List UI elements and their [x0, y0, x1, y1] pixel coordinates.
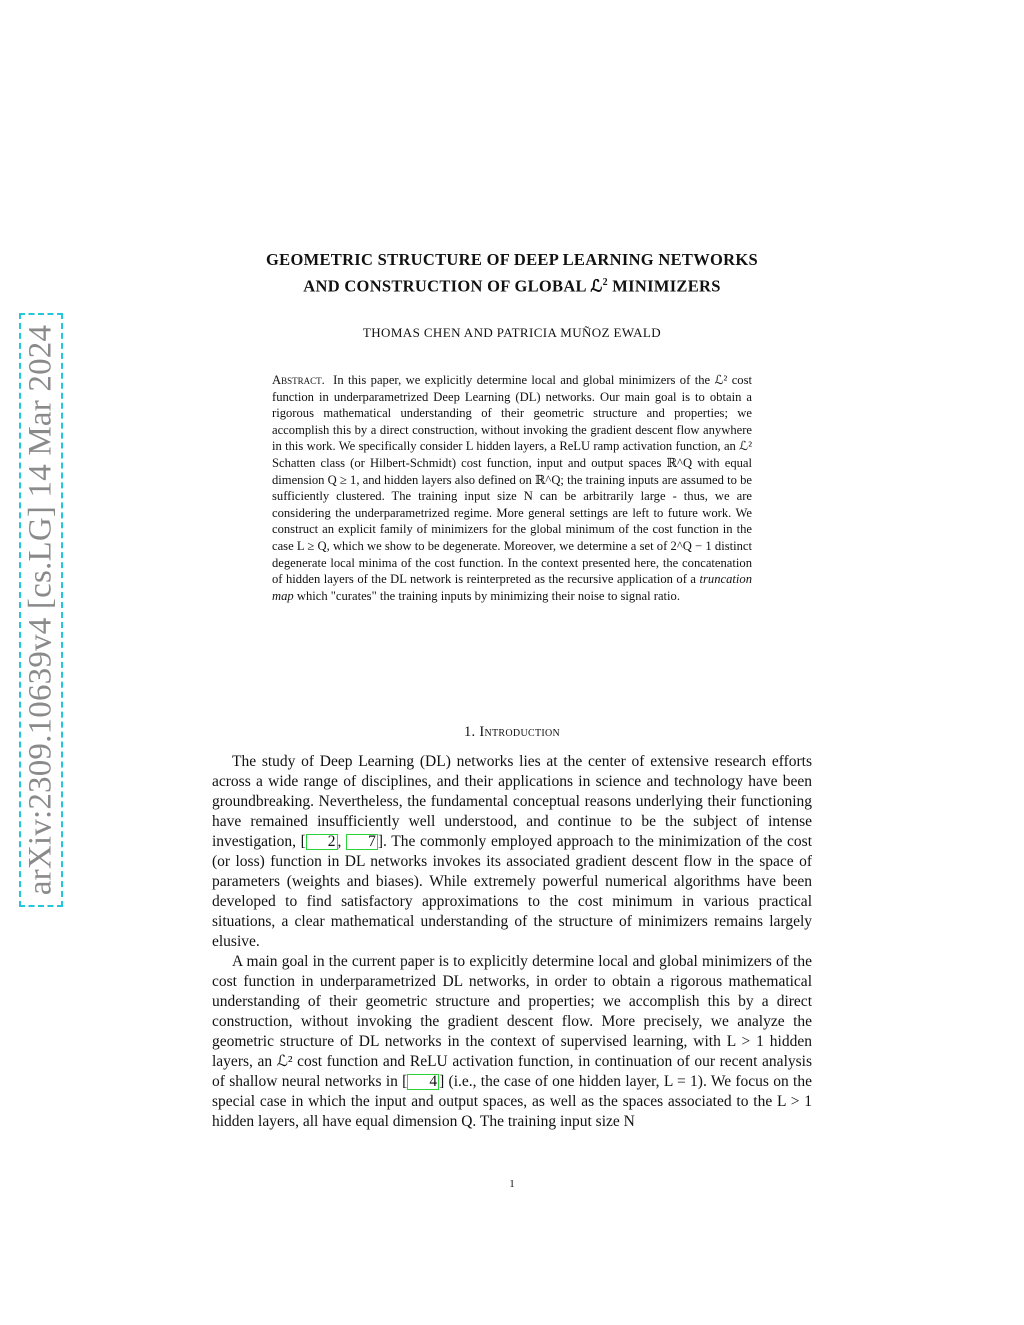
arxiv-identifier-stamp: [19, 313, 63, 907]
citation-link-7[interactable]: 7: [346, 834, 378, 850]
title-line-2-start: AND CONSTRUCTION OF GLOBAL: [303, 276, 591, 296]
paragraph-2-text-start: A main goal in the current paper is to explicitly determine local and global minimizers of the cost function in underparametrized DL networks, in order to obtain a rigorous mathematical understanding of their geometric structure and properties; we accomplish this by a direct construction, without invoking the gradient descent flow. More precisely, we analyze the geometric structure of DL networks in the context of supervised learning, with L > 1 hidden layers, an ℒ² cost function and ReLU activation function, in continuation of our recent analysis of shallow neural networks in: [212, 953, 812, 1090]
section-heading: [200, 724, 824, 741]
body-text: [212, 752, 812, 1132]
title-exponent: 2: [602, 277, 608, 288]
title-line-2-end: MINIMIZERS: [607, 276, 721, 296]
abstract-emphasis: truncation map: [272, 572, 752, 603]
paragraph-1: The study of Deep Learning (DL) networks lies at the center of extensive research efforts across a wide range of disciplines, and their applications in science and technology have been groundbreaking. Nevertheless, the fundamental conceptual reasons underlying their functioning have remained insufficiently well understood, and continue to be the subject of intense investigation, [ 2 , 7 ]. The commonly employed approach to the minimization of the cost (or loss) function in DL networks invokes its associated gradient descent flow in the space of parameters (weights and biases). While extremely powerful numerical algorithms have been developed to find satisfactory approximations to the cost minimum in various practical situations, a clear mathematical understanding of the structure of minimizers remains largely elusive.: [212, 753, 812, 950]
abstract-text-part-2: which "curates" the training inputs by minimizing their noise to signal ratio.: [296, 588, 680, 603]
section-title: Introduction: [479, 724, 561, 740]
section-number: 1.: [463, 724, 476, 740]
author-list: THOMAS CHEN AND PATRICIA MUÑOZ EWALD: [362, 325, 662, 340]
page-number: 1: [509, 1178, 515, 1190]
citation-link-2[interactable]: 2: [306, 834, 338, 850]
title-line-1: GEOMETRIC STRUCTURE OF DEEP LEARNING NETWORKS: [266, 250, 758, 269]
paper-title: [200, 248, 824, 298]
citation-link-4[interactable]: 4: [407, 1074, 439, 1090]
paragraph-1-text-end: The commonly employed approach to the minimization of the cost (or loss) function in DL networks invokes its associated gradient descent flow in the space of parameters (weights and biases). While extremely powerful numerical algorithms have been developed to find satisfactory approximations to the cost minimum in various practical situations, a clear mathematical understanding of the structure of minimizers remains largely elusive.: [212, 833, 812, 950]
arxiv-identifier-text: arXiv:2309.10639v4 [cs.LG] 14 Mar 2024: [22, 324, 59, 896]
title-script-l: ℒ: [590, 276, 603, 296]
abstract: [272, 372, 752, 604]
abstract-text-part-1: In this paper, we explicitly determine local and global minimizers of the ℒ² cost function in underparametrized Deep Learning (DL) networks. Our main goal is to obtain a rigorous mathematical understanding of their geometric structure and properties; we accomplish this by a direct construction, without invoking the gradient descent flow anywhere in this work. We specifically consider L hidden layers, a ReLU ramp activation function, an ℒ² Schatten class (or Hilbert-Schmidt) cost function, input and output spaces ℝ^Q with equal dimension Q ≥ 1, and hidden layers also defined on ℝ^Q; the training inputs are assumed to be sufficiently clustered. The training input size N can be arbitrarily large - thus, we are considering the underparametrized regime. More general settings are left to future work. We construct an explicit family of minimizers for the global minimum of the cost function in the case L ≥ Q, which we show to be degenerate. Moreover, we determine a set of 2^Q − 1 distinct degenerate local minima of the cost function. In the context presented here, the concatenation of hidden layers of the DL network is reinterpreted as the recursive application of a: [272, 373, 752, 587]
paragraph-2-text-end: (i.e., the case of one hidden layer, L = 1). We focus on the special case in which the input and output spaces, as well as the spaces associated to the L > 1 hidden layers, all have equal dimension Q. The training input size N: [212, 1073, 812, 1130]
title-line-2: [200, 271, 824, 298]
abstract-label: Abstract.: [272, 373, 325, 387]
paragraph-2: A main goal in the current paper is to explicitly determine local and global minimizers of the cost function in underparametrized DL networks, in order to obtain a rigorous mathematical understanding of their geometric structure and properties; we accomplish this by a direct construction, without invoking the gradient descent flow. More precisely, we analyze the geometric structure of DL networks in the context of supervised learning, with L > 1 hidden layers, an ℒ² cost function and ReLU activation function, in continuation of our recent analysis of shallow neural networks in [ 4 ] (i.e., the case of one hidden layer, L = 1). We focus on the special case in which the input and output spaces, as well as the spaces associated to the L > 1 hidden layers, all have equal dimension Q. The training input size N: [212, 953, 812, 1130]
paragraph-1-text-start: The study of Deep Learning (DL) networks lies at the center of extensive research efforts across a wide range of disciplines, and their applications in science and technology have been groundbreaking. Nevertheless, the fundamental conceptual reasons underlying their functioning have remained insufficiently well understood, and continue to be the subject of intense investigation,: [212, 753, 812, 850]
